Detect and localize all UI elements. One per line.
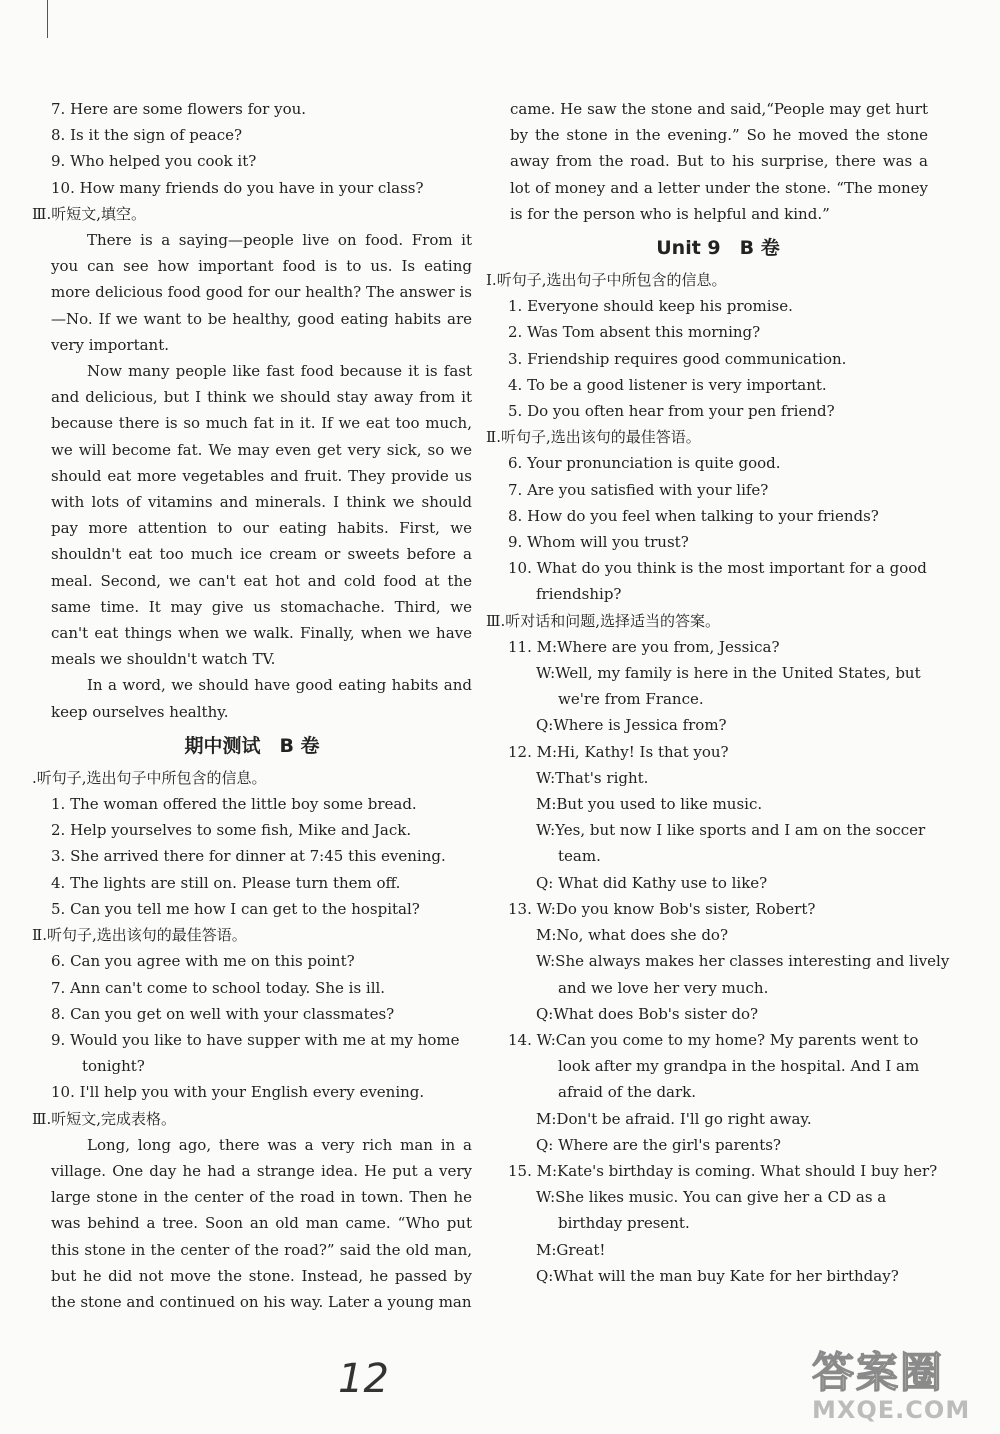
dialogue-line: M:Don't be afraid. I'll go right away. [536, 1109, 812, 1128]
dialogue-line: birthday present. [558, 1214, 690, 1233]
passage-continued [508, 96, 928, 227]
list-item: 4. To be a good listener is very important. [508, 375, 827, 394]
list-item-continuation: tonight? [82, 1057, 145, 1076]
list-item: 9. Would you like to have supper with me at my home [51, 1030, 460, 1049]
dialogue-line: and we love her very much. [558, 978, 769, 997]
dialogue-line: afraid of the dark. [558, 1083, 697, 1102]
dialogue-line: we're from France. [558, 690, 704, 709]
dialogue-line: W:Yes, but now I like sports and I am on the soccer [536, 821, 926, 840]
list-item: 1. Everyone should keep his promise. [508, 297, 793, 316]
watermark-logo [812, 1340, 992, 1432]
right-column [486, 96, 950, 1289]
dialogue-line: W:That's right. [536, 768, 649, 787]
list-item: 8. How do you feel when talking to your friends? [508, 506, 879, 525]
section-title: Ⅲ.听短文,填空。 [32, 204, 147, 223]
list-item: 7. Ann can't come to school today. She is ill. [51, 978, 386, 997]
dialogue-line: M:But you used to like music. [536, 795, 763, 814]
section-title: Ⅲ.听对话和问题,选择适当的答案。 [486, 611, 721, 630]
section-title: Ⅲ.听短文,完成表格。 [32, 1109, 177, 1128]
list-item: 9. Who helped you cook it? [51, 152, 257, 171]
dialogue-item: 12. M:Hi, Kathy! Is that you? [508, 742, 729, 761]
dialogue-item: 11. M:Where are you from, Jessica? [508, 637, 780, 656]
list-item: 1. The woman offered the little boy some bread. [51, 795, 417, 814]
list-item: 5. Can you tell me how I can get to the hospital? [51, 899, 420, 918]
paragraph: Long, long ago, there was a very rich man in a village. One day he had a strange idea. He put a very large stone in the center of the road in town. Then he was behind a tree. Soon an old man came. “Who put this stone in the center of the road?” said the old man, but he did not move the stone. Instead, he passed by the stone and continued on his way. Later a young man [51, 1135, 472, 1311]
dialogue-list [508, 634, 950, 1289]
list-item: 2. Help yourselves to some fish, Mike and Jack. [51, 821, 412, 840]
dialogue-line: Q:What will the man buy Kate for her birthday? [536, 1266, 899, 1285]
section-title: Ⅱ.听句子,选出该句的最佳答语。 [486, 428, 701, 447]
list-item: 10. I'll help you with your English every evening. [51, 1083, 425, 1102]
list-item: 5. Do you often hear from your pen friend? [508, 402, 835, 421]
dialogue-line: Q: Where are the girl's parents? [536, 1135, 781, 1154]
dialogue-line: Q:What does Bob's sister do? [536, 1004, 759, 1023]
dialogue-line: W:She always makes her classes interesting and lively [536, 952, 950, 971]
list-item: 10. How many friends do you have in your class? [51, 178, 424, 197]
section-title: .听句子,选出句子中所包含的信息。 [32, 768, 267, 787]
paragraph: Now many people like fast food because it is fast and delicious, but I think we should stay away from it because there is so much fat in it. If we eat too much, we will become fat. We may even get very sick, so we should eat more vegetables and fruit. They provide us with lots of vitamins and minerals. I think we should pay more attention to our eating habits. First, we shouldn't eat too much ice cream or sweets before a meal. Second, we can't eat hot and cold food at the same time. It may give us stomachache. Third, we can't eat things when we walk. Finally, when we have meals we shouldn't watch TV. [51, 362, 472, 669]
list-item: 9. Whom will you trust? [508, 533, 689, 552]
list-item: 6. Your pronunciation is quite good. [508, 454, 781, 473]
handwritten-page-number: 12 [338, 1356, 389, 1402]
passage [32, 1132, 472, 1315]
margin-mark [47, 0, 48, 38]
section-title: Ⅰ.听句子,选出句子中所包含的信息。 [486, 271, 727, 290]
dialogue-item: 14. W:Can you come to my home? My parents went to [508, 1030, 919, 1049]
dialogue-line: W:Well, my family is here in the United States, but [536, 664, 921, 683]
watermark-glyphs: 答案圈 [812, 1348, 945, 1397]
dialogue-line: team. [558, 847, 601, 866]
dialogue-item: 15. M:Kate's birthday is coming. What should I buy her? [508, 1161, 938, 1180]
list-item: 3. She arrived there for dinner at 7:45 this evening. [51, 847, 446, 866]
list-item: 8. Is it the sign of peace? [51, 126, 243, 145]
passage [32, 227, 472, 725]
list-item-continuation: friendship? [536, 585, 622, 604]
dialogue-line: W:She likes music. You can give her a CD as a [536, 1188, 887, 1207]
list-item: 6. Can you agree with me on this point? [51, 952, 355, 971]
section-title: Ⅱ.听句子,选出该句的最佳答语。 [32, 926, 247, 945]
dialogue-item: 13. W:Do you know Bob's sister, Robert? [508, 899, 816, 918]
list-item: 8. Can you get on well with your classmates? [51, 1004, 395, 1023]
dialogue-line: look after my grandpa in the hospital. And I am [558, 1057, 920, 1076]
list-item: 7. Are you satisfied with your life? [508, 480, 769, 499]
list-item: 10. What do you think is the most important for a good [508, 559, 927, 578]
paragraph: came. He saw the stone and said,“People may get hurt by the stone in the evening.” So he moved the stone away from the road. But to his surprise, there was a lot of money and a letter under the stone. “The money is for the person who is helpful and kind.” [510, 100, 928, 223]
list-item: 2. Was Tom absent this morning? [508, 323, 761, 342]
list-item: 4. The lights are still on. Please turn them off. [51, 873, 401, 892]
dialogue-line: M:No, what does she do? [536, 926, 728, 945]
paragraph: In a word, we should have good eating habits and keep ourselves healthy. [51, 676, 472, 721]
list-item: 7. Here are some flowers for you. [51, 100, 307, 118]
dialogue-line: M:Great! [536, 1240, 606, 1259]
dialogue-line: Q: What did Kathy use to like? [536, 873, 768, 892]
dialogue-line: Q:Where is Jessica from? [536, 716, 727, 735]
left-column [32, 96, 472, 1315]
unit-heading: Unit 9 B 卷 [656, 237, 780, 260]
paragraph: There is a saying—people live on food. From it you can see how important food is to us. Is eating more delicious food good for our health? The answer is—No. If we want to be healthy, good eating habits are very important. [51, 231, 472, 354]
section-heading: 期中测试 B 卷 [184, 734, 320, 757]
list-item: 3. Friendship requires good communication. [508, 349, 847, 368]
watermark-site: MXQE.COM [812, 1396, 971, 1424]
